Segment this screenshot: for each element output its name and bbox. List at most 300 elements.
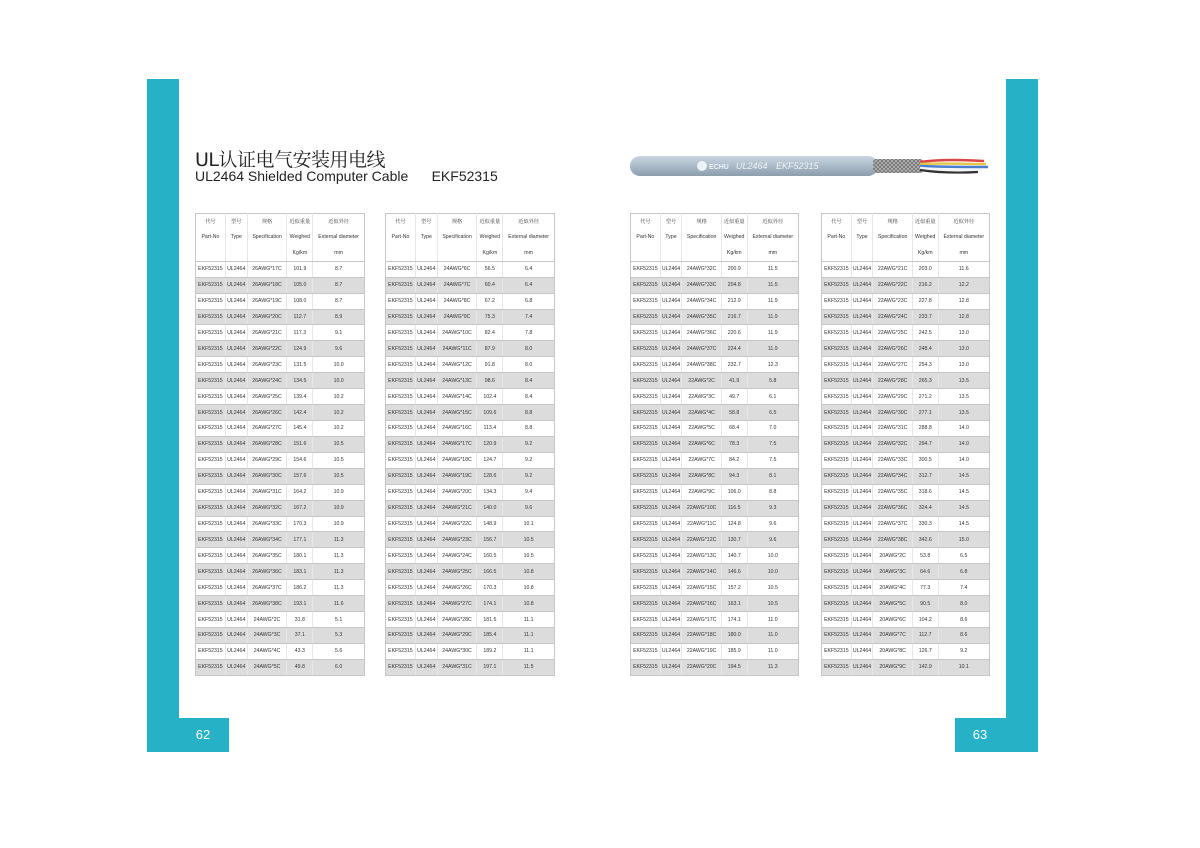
- cell-diameter: 11.1: [503, 612, 555, 628]
- cell-type: UL2464: [225, 500, 247, 516]
- cell-type: UL2464: [225, 596, 247, 612]
- cell-specification: 24AWG*19C: [437, 468, 477, 484]
- page-number-left: 62: [195, 727, 211, 742]
- header-cn-cell: 代号: [386, 214, 416, 230]
- cell-diameter: 10.9: [313, 516, 365, 532]
- header-unit-cell: [822, 245, 852, 261]
- header-en-cell: Weighed: [721, 229, 747, 245]
- table-row: [822, 548, 990, 564]
- header-cn-cell: 近似外径: [328, 219, 350, 226]
- cell-diameter: 10.5: [747, 596, 798, 612]
- table-header-row: [386, 245, 555, 261]
- cell-weight: 193.1: [287, 596, 313, 612]
- cell-diameter: 14.0: [938, 420, 989, 436]
- cell-weight: 49.7: [721, 389, 747, 405]
- header-unit-cell: Kg/km: [287, 245, 313, 261]
- cell-specification: 26AWG*38C: [247, 596, 287, 612]
- cell-specification: 20AWG*8C: [873, 643, 913, 659]
- table-row: [631, 516, 799, 532]
- cell-diameter: 11.0: [747, 627, 798, 643]
- cell-part-no: EKF52315: [386, 643, 416, 659]
- cell-part-no: EKF52315: [631, 659, 661, 675]
- cell-weight: 248.4: [912, 341, 938, 357]
- table-row: [386, 357, 555, 373]
- cell-diameter: 14.5: [938, 516, 989, 532]
- cell-diameter: 13.5: [938, 405, 989, 421]
- cell-specification: 22AWG*38C: [873, 532, 913, 548]
- cell-weight: 186.2: [287, 580, 313, 596]
- cell-weight: 146.6: [721, 564, 747, 580]
- table-row: [386, 627, 555, 643]
- cell-specification: 24AWG*6C: [437, 261, 477, 277]
- cell-diameter: 14.0: [938, 452, 989, 468]
- table-row: [386, 643, 555, 659]
- cell-part-no: EKF52315: [386, 277, 416, 293]
- cell-specification: 24AWG*11C: [437, 341, 477, 357]
- table-row: [822, 596, 990, 612]
- cell-diameter: 7.5: [747, 436, 798, 452]
- cell-diameter: 13.0: [938, 341, 989, 357]
- cell-specification: 26AWG*28C: [247, 436, 287, 452]
- cell-weight: 142.4: [287, 405, 313, 421]
- cell-type: UL2464: [851, 309, 873, 325]
- cell-part-no: EKF52315: [386, 357, 416, 373]
- header-en-cell: Part-No: [631, 229, 661, 245]
- table-row: [631, 580, 799, 596]
- cell-part-no: EKF52315: [631, 532, 661, 548]
- cell-diameter: 8.4: [503, 389, 555, 405]
- cell-weight: 181.5: [477, 612, 503, 628]
- cell-part-no: EKF52315: [631, 405, 661, 421]
- cell-part-no: EKF52315: [386, 325, 416, 341]
- cell-specification: 22AWG*3C: [682, 389, 722, 405]
- cell-diameter: 11.1: [503, 643, 555, 659]
- table-row: [822, 516, 990, 532]
- cell-type: UL2464: [851, 516, 873, 532]
- header-en-cell: Specification: [682, 229, 722, 245]
- cell-type: UL2464: [851, 436, 873, 452]
- cell-diameter: 10.1: [503, 516, 555, 532]
- cell-type: UL2464: [415, 500, 437, 516]
- cell-weight: 120.9: [477, 436, 503, 452]
- cell-specification: 26AWG*33C: [247, 516, 287, 532]
- cell-specification: 22AWG*32C: [873, 436, 913, 452]
- cell-part-no: EKF52315: [822, 309, 852, 325]
- cell-weight: 128.6: [477, 468, 503, 484]
- header-cn-cell: 型号: [660, 214, 682, 230]
- cell-part-no: EKF52315: [196, 627, 226, 643]
- cell-weight: 212.9: [721, 293, 747, 309]
- cell-part-no: EKF52315: [196, 405, 226, 421]
- cell-weight: 77.3: [912, 580, 938, 596]
- cell-diameter: 11.9: [747, 325, 798, 341]
- cell-weight: 254.3: [912, 357, 938, 373]
- cable-name: UL2464 Shielded Computer Cable: [195, 168, 409, 184]
- table-row: [822, 564, 990, 580]
- cell-weight: 277.1: [912, 405, 938, 421]
- cell-type: UL2464: [225, 452, 247, 468]
- cell-type: UL2464: [415, 389, 437, 405]
- cell-type: UL2464: [415, 309, 437, 325]
- cell-type: UL2464: [225, 627, 247, 643]
- cell-part-no: EKF52315: [631, 420, 661, 436]
- cell-type: UL2464: [660, 643, 682, 659]
- cell-diameter: 11.0: [747, 612, 798, 628]
- cell-part-no: EKF52315: [196, 548, 226, 564]
- cell-diameter: 8.9: [313, 309, 365, 325]
- cell-diameter: 6.4: [503, 277, 555, 293]
- table-row: [822, 580, 990, 596]
- cell-specification: 22AWG*31C: [873, 420, 913, 436]
- header-en-cell: Part-No: [196, 229, 226, 245]
- cable-wire-blue: [920, 166, 988, 167]
- cell-diameter: 14.5: [938, 484, 989, 500]
- cell-part-no: EKF52315: [822, 405, 852, 421]
- cell-part-no: EKF52315: [386, 548, 416, 564]
- table-row: [822, 309, 990, 325]
- cell-weight: 180.1: [287, 548, 313, 564]
- cell-part-no: EKF52315: [196, 468, 226, 484]
- cell-part-no: EKF52315: [822, 580, 852, 596]
- cell-part-no: EKF52315: [631, 548, 661, 564]
- cell-weight: 117.3: [287, 325, 313, 341]
- table-header-row: [822, 229, 990, 245]
- header-unit-cell: [386, 245, 416, 261]
- cell-specification: 26AWG*31C: [247, 484, 287, 500]
- cell-part-no: EKF52315: [631, 484, 661, 500]
- cell-specification: 22AWG*11C: [682, 516, 722, 532]
- cell-part-no: EKF52315: [386, 309, 416, 325]
- cell-part-no: EKF52315: [386, 420, 416, 436]
- cell-type: UL2464: [415, 580, 437, 596]
- table-row: [196, 468, 365, 484]
- cell-specification: 26AWG*20C: [247, 309, 287, 325]
- cable-wire-red: [920, 160, 984, 162]
- cell-type: UL2464: [225, 564, 247, 580]
- cell-specification: 26AWG*29C: [247, 452, 287, 468]
- cell-diameter: 8.0: [938, 596, 989, 612]
- right-accent-bar: [1006, 79, 1038, 752]
- cell-weight: 90.5: [912, 596, 938, 612]
- cell-weight: 87.9: [477, 341, 503, 357]
- cell-diameter: 10.9: [313, 500, 365, 516]
- cell-specification: 22AWG*18C: [682, 627, 722, 643]
- cell-specification: 24AWG*17C: [437, 436, 477, 452]
- cell-specification: 26AWG*22C: [247, 341, 287, 357]
- cell-diameter: 10.5: [313, 436, 365, 452]
- cell-part-no: EKF52315: [822, 500, 852, 516]
- cell-part-no: EKF52315: [631, 564, 661, 580]
- cell-type: UL2464: [415, 484, 437, 500]
- cell-part-no: EKF52315: [196, 452, 226, 468]
- cell-diameter: 11.5: [747, 261, 798, 277]
- cell-weight: 156.7: [477, 532, 503, 548]
- cell-specification: 22AWG*13C: [682, 548, 722, 564]
- cell-weight: 157.2: [721, 580, 747, 596]
- cell-diameter: 9.4: [503, 484, 555, 500]
- cell-type: UL2464: [851, 452, 873, 468]
- table-row: [631, 532, 799, 548]
- cell-weight: 68.4: [721, 420, 747, 436]
- cell-part-no: EKF52315: [631, 325, 661, 341]
- cell-diameter: 8.6: [938, 627, 989, 643]
- cell-type: UL2464: [660, 500, 682, 516]
- cell-diameter: 10.0: [313, 373, 365, 389]
- cell-specification: 22AWG*19C: [682, 643, 722, 659]
- table-row: [631, 548, 799, 564]
- cell-weight: 124.8: [721, 516, 747, 532]
- cell-part-no: EKF52315: [631, 341, 661, 357]
- table-row: [822, 420, 990, 436]
- cell-specification: 22AWG*17C: [682, 612, 722, 628]
- cell-specification: 22AWG*14C: [682, 564, 722, 580]
- cell-type: UL2464: [415, 452, 437, 468]
- header-unit-cell: mm: [938, 245, 989, 261]
- cell-type: UL2464: [225, 277, 247, 293]
- table-row: [822, 341, 990, 357]
- cell-type: UL2464: [851, 468, 873, 484]
- cell-part-no: EKF52315: [386, 436, 416, 452]
- cell-type: UL2464: [660, 564, 682, 580]
- cell-type: UL2464: [415, 468, 437, 484]
- table-row: [386, 659, 555, 675]
- cell-diameter: 5.3: [313, 627, 365, 643]
- cell-specification: 22AWG*33C: [873, 452, 913, 468]
- table-row: [386, 484, 555, 500]
- cell-part-no: EKF52315: [631, 468, 661, 484]
- cell-part-no: EKF52315: [386, 293, 416, 309]
- table-row: [196, 532, 365, 548]
- cell-part-no: EKF52315: [196, 516, 226, 532]
- cell-specification: 26AWG*35C: [247, 548, 287, 564]
- cell-type: UL2464: [660, 341, 682, 357]
- cell-weight: 134.3: [477, 484, 503, 500]
- cell-type: UL2464: [225, 643, 247, 659]
- table-row: [386, 309, 555, 325]
- header-unit-cell: [631, 245, 661, 261]
- cell-weight: 37.1: [287, 627, 313, 643]
- cell-weight: 330.3: [912, 516, 938, 532]
- cell-diameter: 11.5: [747, 277, 798, 293]
- table-row: [822, 627, 990, 643]
- header-en-cell: External diameter: [943, 234, 985, 241]
- cell-part-no: EKF52315: [822, 373, 852, 389]
- cell-part-no: EKF52315: [196, 341, 226, 357]
- header-en-cell: External diameter: [508, 234, 549, 241]
- cell-part-no: EKF52315: [386, 261, 416, 277]
- cell-specification: 24AWG*22C: [437, 516, 477, 532]
- cell-weight: 216.2: [912, 277, 938, 293]
- cell-specification: 24AWG*37C: [682, 341, 722, 357]
- cell-specification: 24AWG*3C: [247, 627, 287, 643]
- table-row: [196, 325, 365, 341]
- cell-type: UL2464: [415, 643, 437, 659]
- cell-part-no: EKF52315: [386, 484, 416, 500]
- cell-weight: 189.2: [477, 643, 503, 659]
- header-unit-cell: Kg/km: [477, 245, 503, 261]
- cell-weight: 82.4: [477, 325, 503, 341]
- cell-diameter: 9.6: [747, 516, 798, 532]
- table-row: [822, 325, 990, 341]
- cell-type: UL2464: [851, 500, 873, 516]
- cell-type: UL2464: [225, 389, 247, 405]
- cell-diameter: 8.1: [747, 468, 798, 484]
- cell-part-no: EKF52315: [822, 277, 852, 293]
- cell-diameter: 9.2: [503, 436, 555, 452]
- table-row: [386, 468, 555, 484]
- cell-weight: 271.2: [912, 389, 938, 405]
- cell-diameter: 10.0: [313, 357, 365, 373]
- cell-part-no: EKF52315: [631, 500, 661, 516]
- cell-weight: 170.3: [287, 516, 313, 532]
- header-cn-cell: 型号: [415, 214, 437, 230]
- cell-weight: 232.7: [721, 357, 747, 373]
- cell-diameter: 11.9: [747, 341, 798, 357]
- cell-type: UL2464: [660, 420, 682, 436]
- page-title-english: [195, 168, 498, 184]
- cell-part-no: EKF52315: [386, 341, 416, 357]
- cell-specification: 26AWG*25C: [247, 389, 287, 405]
- cell-weight: 108.0: [287, 293, 313, 309]
- header-en-cell: Specification: [437, 229, 477, 245]
- cell-weight: 58.8: [721, 405, 747, 421]
- cell-weight: 200.9: [721, 261, 747, 277]
- cell-type: UL2464: [851, 627, 873, 643]
- page-number-right: 63: [972, 727, 988, 742]
- cell-type: UL2464: [851, 341, 873, 357]
- table-row: [196, 548, 365, 564]
- cell-specification: 26AWG*18C: [247, 277, 287, 293]
- cell-type: UL2464: [851, 293, 873, 309]
- cell-specification: 24AWG*18C: [437, 452, 477, 468]
- cell-part-no: EKF52315: [822, 468, 852, 484]
- cell-part-no: EKF52315: [386, 516, 416, 532]
- cell-weight: 180.0: [721, 627, 747, 643]
- header-unit-cell: Kg/km: [912, 245, 938, 261]
- cell-diameter: 7.0: [747, 420, 798, 436]
- cell-type: UL2464: [851, 325, 873, 341]
- cell-type: UL2464: [851, 420, 873, 436]
- cell-part-no: EKF52315: [196, 325, 226, 341]
- cell-type: UL2464: [225, 373, 247, 389]
- cell-weight: 56.5: [477, 261, 503, 277]
- table-row: [631, 436, 799, 452]
- cell-diameter: 8.7: [313, 261, 365, 277]
- header-en-cell: Weighed: [287, 229, 313, 245]
- cell-diameter: 10.0: [747, 548, 798, 564]
- table-row: [196, 627, 365, 643]
- cell-weight: 105.0: [287, 277, 313, 293]
- header-cn-cell: 代号: [196, 214, 226, 230]
- cell-diameter: 10.8: [503, 580, 555, 596]
- cell-specification: 26AWG*21C: [247, 325, 287, 341]
- cell-diameter: 7.5: [747, 452, 798, 468]
- table-row: [196, 277, 365, 293]
- cell-weight: 185.4: [477, 627, 503, 643]
- cell-specification: 24AWG*4C: [247, 643, 287, 659]
- cell-specification: 22AWG*22C: [873, 277, 913, 293]
- table-row: [822, 468, 990, 484]
- cell-type: UL2464: [225, 580, 247, 596]
- cell-part-no: EKF52315: [631, 452, 661, 468]
- cell-type: UL2464: [660, 309, 682, 325]
- cell-weight: 64.6: [912, 564, 938, 580]
- header-en-cell: Weighed: [912, 229, 938, 245]
- table-row: [196, 643, 365, 659]
- header-unit-cell: Kg/km: [721, 245, 747, 261]
- cell-part-no: EKF52315: [196, 389, 226, 405]
- cell-type: UL2464: [225, 325, 247, 341]
- table-row: [196, 612, 365, 628]
- cell-weight: 220.6: [721, 325, 747, 341]
- cell-type: UL2464: [660, 325, 682, 341]
- cell-type: UL2464: [415, 516, 437, 532]
- table-row: [196, 373, 365, 389]
- cell-specification: 22AWG*20C: [682, 659, 722, 675]
- cell-weight: 163.1: [721, 596, 747, 612]
- cell-weight: 113.4: [477, 420, 503, 436]
- table-row: [822, 405, 990, 421]
- cell-type: UL2464: [660, 612, 682, 628]
- cell-specification: 24AWG*28C: [437, 612, 477, 628]
- header-en-cell: Part-No: [822, 229, 852, 245]
- cable-logo-icon: [697, 161, 707, 171]
- table-row: [822, 277, 990, 293]
- cell-specification: 22AWG*8C: [682, 468, 722, 484]
- cell-weight: 324.4: [912, 500, 938, 516]
- cell-weight: 194.5: [721, 659, 747, 675]
- cell-diameter: 5.8: [747, 373, 798, 389]
- cell-weight: 134.5: [287, 373, 313, 389]
- cell-part-no: EKF52315: [386, 580, 416, 596]
- cell-part-no: EKF52315: [822, 341, 852, 357]
- header-cn-cell: 近似外径: [762, 219, 784, 226]
- header-en-cell: Type: [415, 229, 437, 245]
- cell-specification: 24AWG*32C: [682, 261, 722, 277]
- cell-type: UL2464: [660, 580, 682, 596]
- cell-part-no: EKF52315: [631, 612, 661, 628]
- cell-type: UL2464: [660, 277, 682, 293]
- table-row: [631, 405, 799, 421]
- cell-type: UL2464: [415, 659, 437, 675]
- cell-diameter: 8.0: [503, 341, 555, 357]
- table-row: [631, 277, 799, 293]
- cell-diameter: 9.2: [503, 452, 555, 468]
- table-row: [386, 261, 555, 277]
- cell-part-no: EKF52315: [822, 548, 852, 564]
- cell-type: UL2464: [660, 405, 682, 421]
- table-row: [822, 357, 990, 373]
- cell-diameter: 11.3: [747, 659, 798, 675]
- cell-type: UL2464: [225, 293, 247, 309]
- header-cn-cell: 规格: [247, 214, 287, 230]
- cell-weight: 78.3: [721, 436, 747, 452]
- cell-specification: 20AWG*4C: [873, 580, 913, 596]
- cell-weight: 104.2: [912, 612, 938, 628]
- cell-specification: 22AWG*10C: [682, 500, 722, 516]
- spec-table-1: [195, 213, 365, 676]
- cell-specification: 22AWG*4C: [682, 405, 722, 421]
- cell-type: UL2464: [225, 532, 247, 548]
- cell-specification: 22AWG*9C: [682, 484, 722, 500]
- cell-specification: 24AWG*38C: [682, 357, 722, 373]
- cell-specification: 22AWG*21C: [873, 261, 913, 277]
- cell-specification: 22AWG*16C: [682, 596, 722, 612]
- cell-part-no: EKF52315: [386, 468, 416, 484]
- cell-part-no: EKF52315: [386, 373, 416, 389]
- cell-specification: 26AWG*27C: [247, 420, 287, 436]
- cell-weight: 197.1: [477, 659, 503, 675]
